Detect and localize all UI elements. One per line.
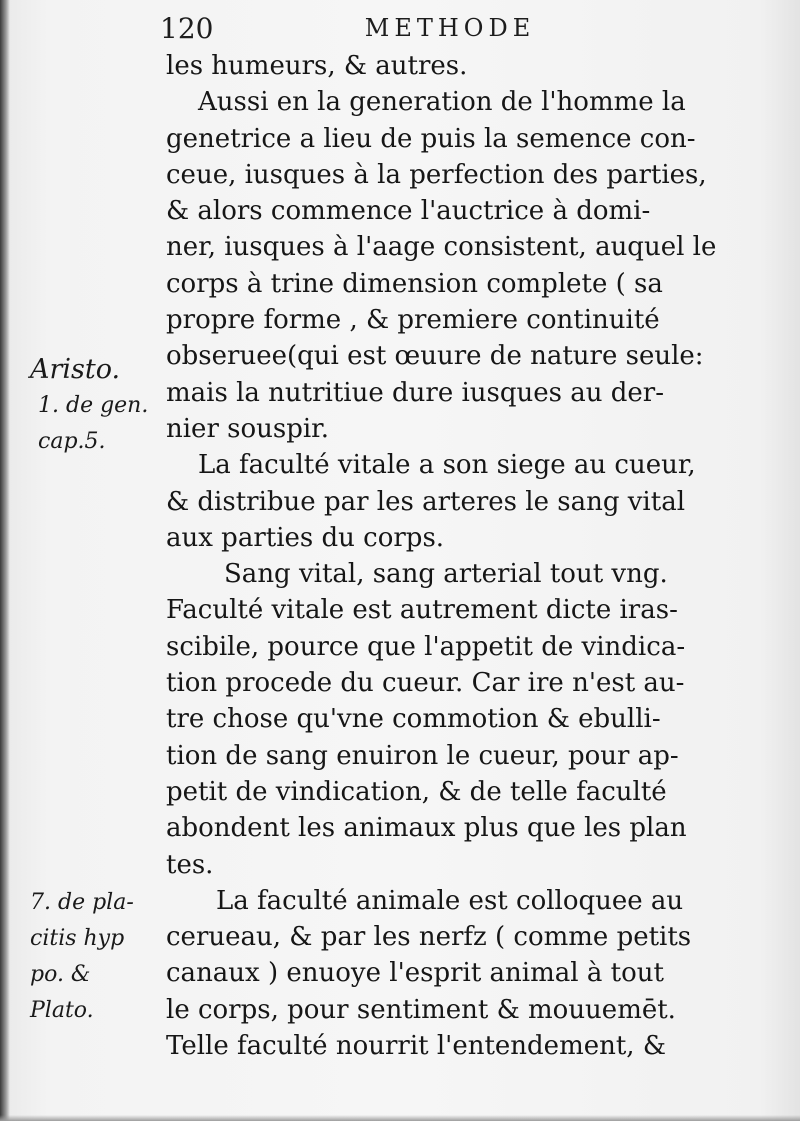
running-head	[160, 8, 780, 48]
running-title: METHODE	[364, 14, 536, 42]
text-line: genetrice a lieu de puis la semence con-	[166, 123, 696, 154]
margin-note-line: Plato.	[30, 998, 94, 1023]
margin-note-aristotle	[30, 352, 164, 460]
text-line: scibile, pource que l'appetit de vindica-	[166, 631, 686, 662]
text-line: cerueau, & par les nerfz ( comme petits	[166, 922, 692, 953]
text-line: Aussi en la generation de l'homme la	[198, 87, 686, 118]
text-line: nier souspir.	[166, 413, 330, 444]
margin-note-line: po. &	[30, 962, 91, 987]
page-number: 120	[160, 12, 214, 45]
text-line: corps à trine dimension complete ( sa	[166, 268, 663, 299]
text-line: Telle faculté nourrit l'entendement, &	[166, 1031, 666, 1062]
margin-note-line: 7. de pla-	[30, 890, 134, 915]
text-line: Sang vital, sang arterial tout vng.	[224, 559, 668, 590]
text-line: & alors commence l'auctrice à domi-	[166, 196, 651, 227]
text-line: & distribue par les arteres le sang vital	[166, 486, 686, 517]
text-line: tre chose qu'vne commotion & ebulli-	[166, 704, 661, 735]
text-line: ner, iusques à l'aage consistent, auquel le	[166, 232, 717, 263]
text-line: canaux ) enuoye l'esprit animal à tout	[166, 958, 664, 989]
body-text	[166, 48, 774, 1064]
text-line: le corps, pour sentiment & mouuemēt.	[166, 994, 676, 1025]
text-line: aux parties du corps.	[166, 522, 445, 553]
margin-note-placitis	[30, 885, 164, 1029]
margin-note-line: citis hyp	[30, 926, 125, 951]
text-line: tion procede du cueur. Car ire n'est au-	[166, 668, 685, 699]
text-line: ceue, iusques à la perfection des parties,	[166, 159, 707, 190]
text-line: obseruee(qui est œuure de nature seule:	[166, 341, 704, 372]
text-line: mais la nutritiue dure iusques au der-	[166, 377, 665, 408]
text-line: abondent les animaux plus que les plan	[166, 813, 687, 844]
text-line: La faculté vitale a son siege au cueur,	[198, 450, 696, 481]
margin-note-line: 1. de gen.	[38, 393, 149, 418]
text-line: propre forme , & premiere continuité	[166, 305, 660, 336]
text-line: tes.	[166, 849, 214, 880]
text-line: petit de vindication, & de telle faculté	[166, 776, 667, 807]
text-line: La faculté animale est colloquee au	[216, 885, 684, 916]
page-bottom-shadow	[0, 1115, 800, 1121]
margin-note-line: cap.5.	[38, 429, 106, 454]
margin-note-line: Aristo.	[30, 354, 121, 385]
text-line: Faculté vitale est autrement dicte iras-	[166, 595, 678, 626]
page-gutter-shadow	[0, 0, 10, 1121]
text-line: tion de sang enuiron le cueur, pour ap-	[166, 740, 679, 771]
text-line: les humeurs, & autres.	[166, 51, 468, 81]
